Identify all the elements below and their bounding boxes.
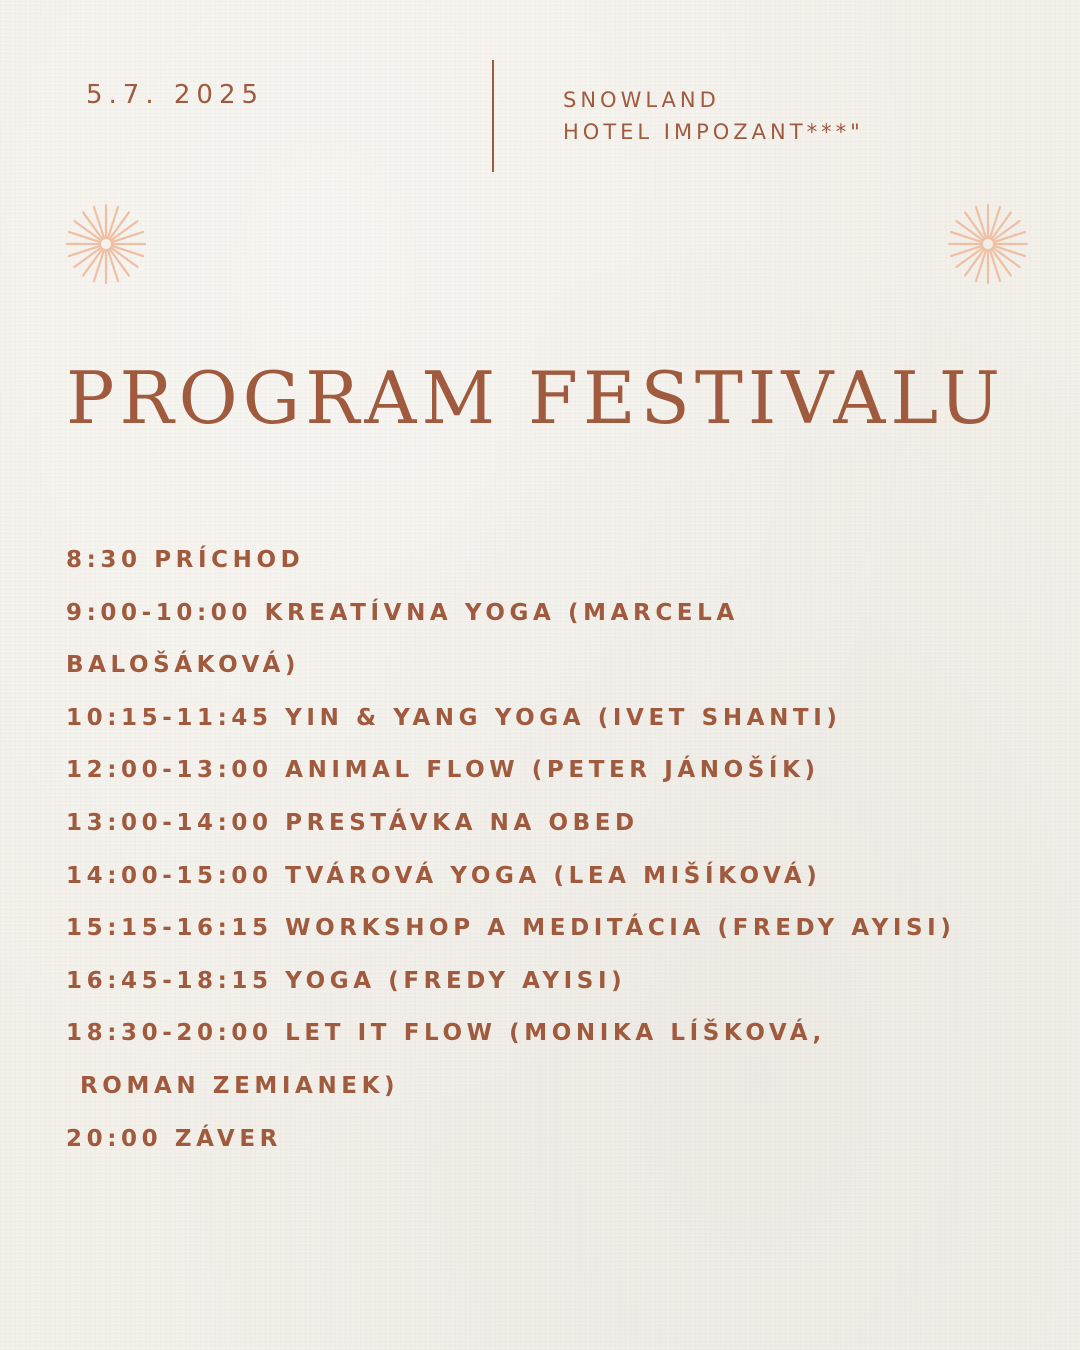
- starburst-icon: [947, 203, 1029, 285]
- header-divider: [492, 60, 494, 172]
- schedule-list: [66, 534, 1066, 1165]
- starburst-icon: [65, 203, 147, 285]
- venue-name: SNOWLAND: [563, 88, 720, 112]
- schedule-item: BALOŠÁKOVÁ): [66, 652, 300, 679]
- event-venue: [563, 84, 864, 148]
- schedule-item: 13:00-14:00 PRESTÁVKA NA OBED: [66, 809, 639, 836]
- schedule-item: 20:00 ZÁVER: [66, 1125, 282, 1152]
- page-title: PROGRAM FESTIVALU: [66, 356, 1005, 440]
- venue-hotel: HOTEL IMPOZANT***": [563, 120, 864, 144]
- schedule-item: 12:00-13:00 ANIMAL FLOW (PETER JÁNOŠÍK): [66, 757, 820, 784]
- schedule-item: 9:00-10:00 KREATÍVNA YOGA (MARCELA: [66, 599, 739, 626]
- schedule-item: 15:15-16:15 WORKSHOP A MEDITÁCIA (FREDY AYISI): [66, 915, 956, 942]
- schedule-item: 10:15-11:45 YIN & YANG YOGA (IVET SHANTI): [66, 704, 842, 731]
- schedule-item: 16:45-18:15 YOGA (FREDY AYISI): [66, 967, 627, 994]
- schedule-item: 18:30-20:00 LET IT FLOW (MONIKA LÍŠKOVÁ,: [66, 1020, 826, 1047]
- event-date: 5.7. 2025: [86, 80, 265, 110]
- schedule-item: ROMAN ZEMIANEK): [80, 1072, 400, 1099]
- schedule-item: 8:30 PRÍCHOD: [66, 547, 305, 573]
- schedule-item: 14:00-15:00 TVÁROVÁ YOGA (LEA MIŠÍKOVÁ): [66, 862, 822, 889]
